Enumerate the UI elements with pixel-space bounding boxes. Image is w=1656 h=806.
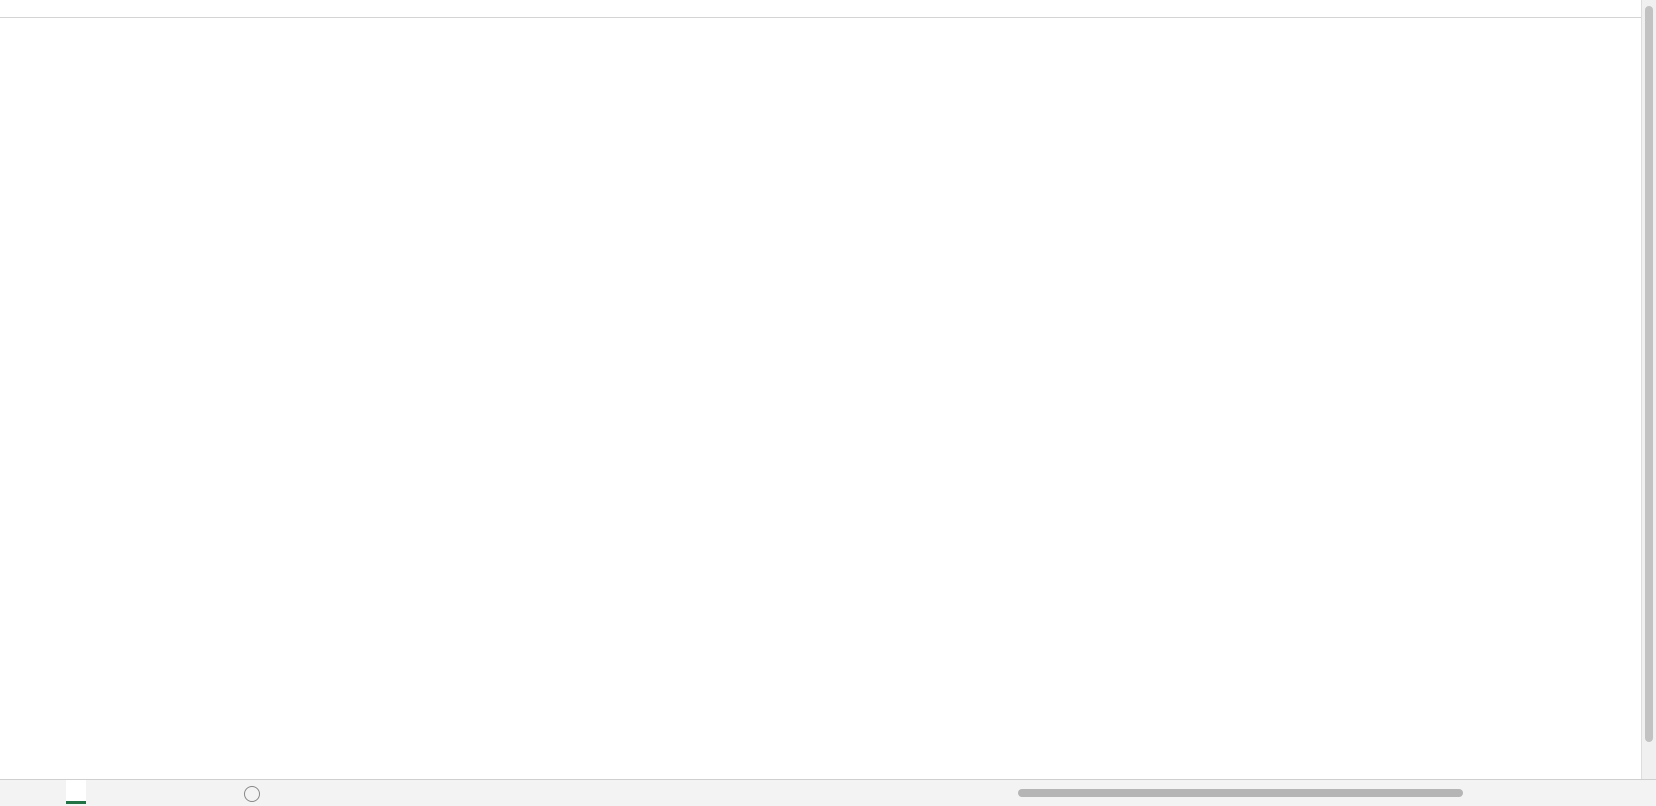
sheet-tab-bar: [0, 779, 1656, 806]
vertical-scrollbar[interactable]: [1641, 0, 1656, 779]
sheet-tab-adn[interactable]: [66, 780, 86, 804]
vertical-scroll-thumb[interactable]: [1645, 6, 1653, 742]
add-sheet-button[interactable]: [244, 786, 260, 802]
horizontal-scrollbar[interactable]: [1004, 787, 1644, 799]
horizontal-scroll-thumb[interactable]: [1018, 789, 1463, 797]
column-letter-header: [0, 0, 1642, 18]
